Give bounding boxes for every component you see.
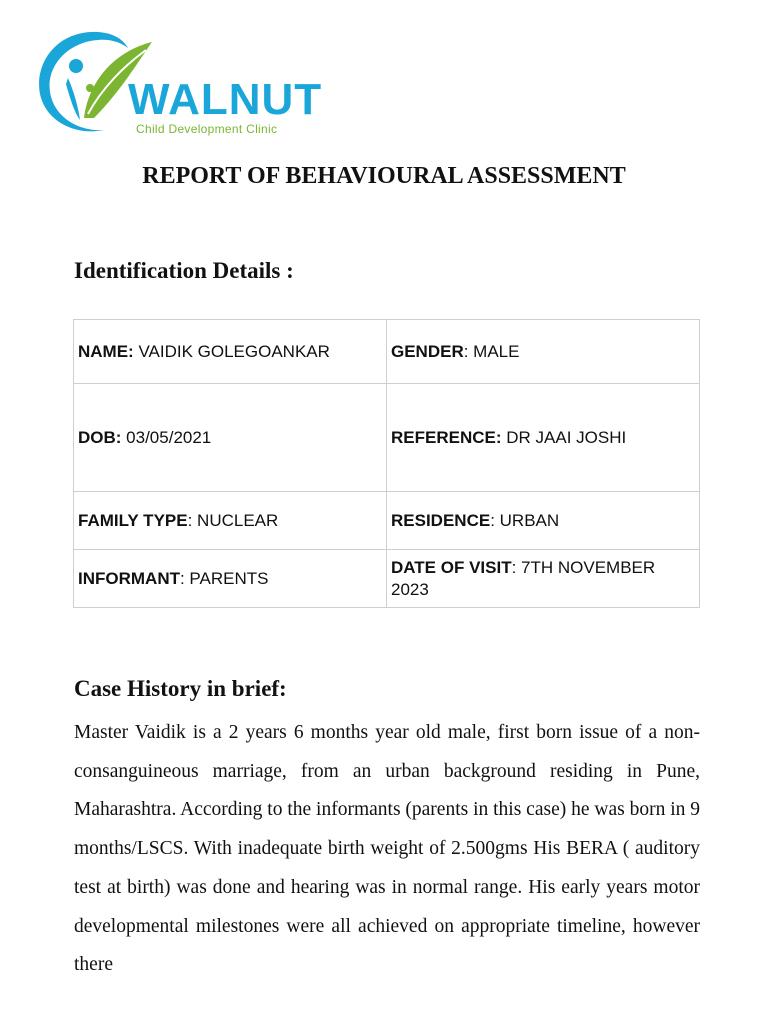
residence-label: RESIDENCE xyxy=(391,510,491,530)
case-history-heading: Case History in brief: xyxy=(74,676,287,701)
gender-cell xyxy=(387,320,700,384)
reference-label: REFERENCE: xyxy=(391,427,502,447)
name-label: NAME: xyxy=(78,341,134,361)
family-type-value: : NUCLEAR xyxy=(187,510,279,530)
family-type-label: FAMILY TYPE xyxy=(78,510,188,530)
clinic-name: WALNUT xyxy=(128,75,323,124)
date-of-visit-label: DATE OF VISIT xyxy=(391,557,512,577)
informant-value: : PARENTS xyxy=(179,568,269,588)
date-of-visit-cell xyxy=(387,550,700,608)
table-row xyxy=(74,550,700,608)
table-row xyxy=(74,492,700,550)
table-row xyxy=(74,384,700,492)
identification-heading: Identification Details : xyxy=(74,258,294,283)
gender-value: : MALE xyxy=(463,341,520,361)
dob-label: DOB: xyxy=(78,427,122,447)
informant-cell xyxy=(74,550,387,608)
family-type-cell xyxy=(74,492,387,550)
reference-value: DR JAAI JOSHI xyxy=(501,427,627,447)
date-of-visit-value: : 7TH NOVEMBER 2023 xyxy=(391,557,656,599)
report-title: REPORT OF BEHAVIOURAL ASSESSMENT xyxy=(142,163,626,189)
case-history-body: Master Vaidik is a 2 years 6 months year old male, first born issue of a non- consanguineous marriage, from an urban background residing in Pune, Maharashtra. According to the informants (parents in this case) he was born in 9 months/LSCS. With inadequate birth weight of 2.500gms His BERA ( auditory test at birth) was done and hearing was in normal range. His early years motor developmental milestones were all achieved on appropriate timeline, however there xyxy=(74,722,700,976)
table-row xyxy=(74,320,700,384)
residence-value: : URBAN xyxy=(490,510,560,530)
clinic-logo xyxy=(28,22,328,142)
gender-label: GENDER xyxy=(391,341,464,361)
dob-value: 03/05/2021 xyxy=(121,427,212,447)
name-value: VAIDIK GOLEGOANKAR xyxy=(133,341,330,361)
dob-cell xyxy=(74,384,387,492)
clinic-subtitle: Child Development Clinic xyxy=(136,122,278,136)
informant-label: INFORMANT xyxy=(78,568,180,588)
residence-cell xyxy=(387,492,700,550)
identification-table xyxy=(73,319,700,608)
name-cell xyxy=(74,320,387,384)
reference-cell xyxy=(387,384,700,492)
